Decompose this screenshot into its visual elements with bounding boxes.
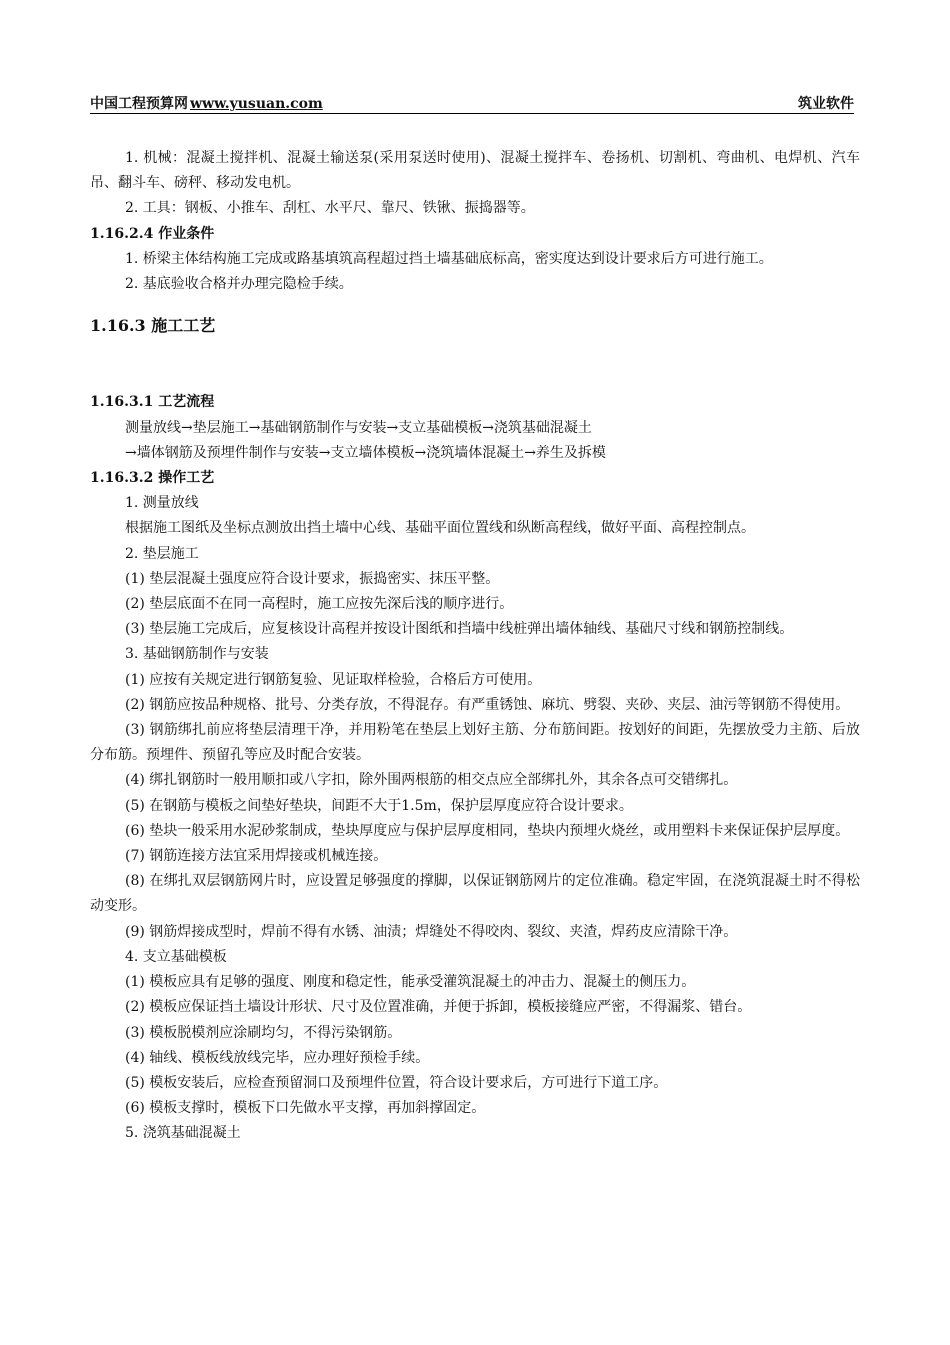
paragraph: (4) 绑扎钢筋时一般用顺扣或八字扣，除外围两根筋的相交点应全部绑扎外，其余各点可交错绑扎。 (125, 772, 738, 789)
page-header (90, 93, 854, 114)
section-heading: 1.16.3 施工工艺 (90, 316, 216, 336)
paragraph: 2. 垫层施工 (125, 545, 199, 562)
subsection-heading: 1.16.3.1 工艺流程 (90, 394, 215, 411)
subsection-heading: 1.16.2.4 作业条件 (90, 225, 215, 242)
paragraph: (3) 垫层施工完成后，应复核设计高程并按设计图纸和挡墙中线桩弹出墙体轴线、基础尺寸线和钢筋控制线。 (125, 621, 794, 638)
paragraph: 1. 测量放线 (125, 495, 199, 512)
paragraph: 1. 桥梁主体结构施工完成或路基填筑高程超过挡土墙基础底标高，密实度达到设计要求后方可进行施工。 (125, 250, 773, 267)
paragraph: (1) 应按有关规定进行钢筋复验、见证取样检验，合格后方可使用。 (125, 671, 542, 688)
header-url-link[interactable]: www.yusuan.com (190, 96, 323, 112)
paragraph: (2) 垫层底面不在同一高程时，施工应按先深后浅的顺序进行。 (125, 596, 514, 613)
subsection-heading: 1.16.3.2 操作工艺 (90, 470, 215, 487)
paragraph: (6) 垫块一般采用水泥砂浆制成，垫块厚度应与保护层厚度相同，垫块内预埋火烧丝，或用塑料卡来保证保护层厚度。 (125, 822, 850, 839)
paragraph: 2. 工具：钢板、小推车、刮杠、水平尺、靠尺、铁锹、振捣器等。 (125, 200, 535, 217)
paragraph: (3) 钢筋绑扎前应将垫层清理干净，并用粉笔在垫层上划好主筋、分布筋间距。按划好的间距，先摆放受力主筋、后放分布筋。预埋件、预留孔等应及时配合安装。 (90, 722, 860, 764)
paragraph: (6) 模板支撑时，模板下口先做水平支撑，再加斜撑固定。 (125, 1100, 486, 1117)
paragraph: (1) 垫层混凝土强度应符合设计要求，振捣密实、抹压平整。 (125, 570, 500, 587)
paragraph: (7) 钢筋连接方法宜采用焊接或机械连接。 (125, 848, 388, 865)
paragraph: (8) 在绑扎双层钢筋网片时，应设置足够强度的撑脚，以保证钢筋网片的定位准确。稳定牢固，在浇筑混凝土时不得松动变形。 (90, 873, 860, 915)
paragraph: (9) 钢筋焊接成型时，焊前不得有水锈、油渍；焊缝处不得咬肉、裂纹、夹渣，焊药皮应清除干净。 (125, 923, 738, 940)
paragraph: 3. 基础钢筋制作与安装 (125, 646, 269, 663)
paragraph: (1) 模板应具有足够的强度、刚度和稳定性，能承受灌筑混凝土的冲击力、混凝土的侧压力。 (125, 974, 696, 991)
paragraph: (2) 模板应保证挡土墙设计形状、尺寸及位置准确，并便于拆卸，模板接缝应严密，不得漏浆、错台。 (125, 999, 752, 1016)
paragraph: (4) 轴线、模板线放线完毕，应办理好预检手续。 (125, 1049, 430, 1066)
paragraph: (5) 模板安装后，应检查预留洞口及预埋件位置，符合设计要求后，方可进行下道工序。 (125, 1074, 668, 1091)
paragraph: 测量放线→垫层施工→基础钢筋制作与安装→支立基础模板→浇筑基础混凝土 (125, 419, 592, 436)
paragraph: 根据施工图纸及坐标点测放出挡土墙中心线、基础平面位置线和纵断高程线，做好平面、高程控制点。 (125, 520, 755, 537)
paragraph: (2) 钢筋应按品种规格、批号、分类存放，不得混存。有严重锈蚀、麻坑、劈裂、夹砂、夹层、油污等钢筋不得使用。 (125, 696, 850, 713)
header-site-name: 中国工程预算网 (90, 96, 188, 112)
document-body (90, 146, 860, 1147)
paragraph: 2. 基底验收合格并办理完隐检手续。 (125, 276, 353, 293)
header-brand: 筑业软件 (798, 96, 854, 112)
paragraph: 4. 支立基础模板 (125, 948, 227, 965)
header-left (90, 93, 323, 113)
paragraph: (3) 模板脱模剂应涂刷均匀，不得污染钢筋。 (125, 1024, 402, 1041)
paragraph: 1. 机械：混凝土搅拌机、混凝土输送泵(采用泵送时使用)、混凝土搅拌车、卷扬机、切割机、弯曲机、电焊机、汽车吊、翻斗车、磅秤、移动发电机。 (90, 150, 860, 192)
paragraph: →墙体钢筋及预埋件制作与安装→支立墙体模板→浇筑墙体混凝土→养生及拆模 (125, 444, 606, 461)
paragraph: (5) 在钢筋与模板之间垫好垫块，间距不大于1.5m，保护层厚度应符合设计要求。 (125, 797, 633, 814)
paragraph: 5. 浇筑基础混凝土 (125, 1125, 241, 1142)
